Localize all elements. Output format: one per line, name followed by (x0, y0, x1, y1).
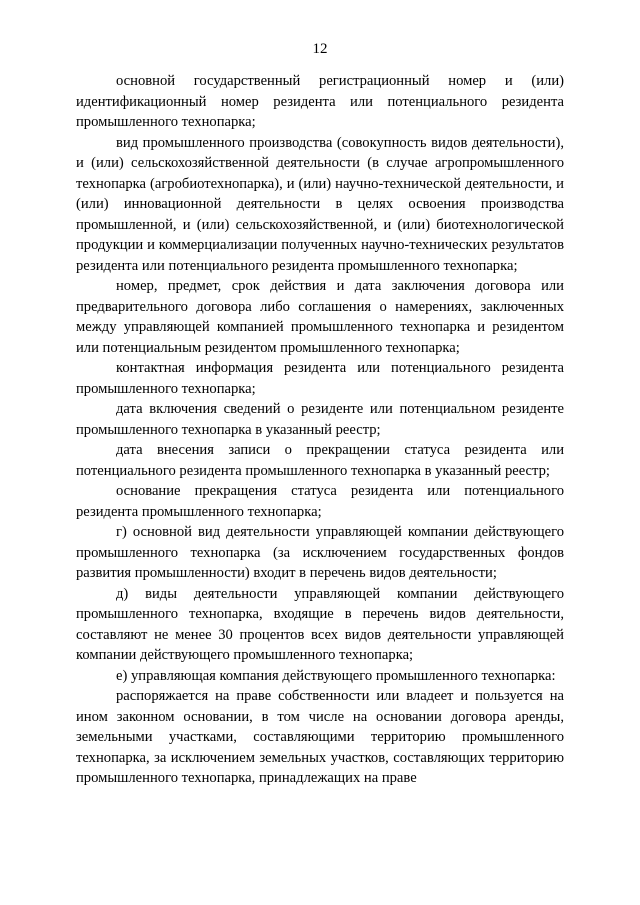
paragraph: дата включения сведений о резиденте или потенциальном резиденте промышленного технопарка в указанный реестр; (76, 401, 564, 438)
paragraph: контактная информация резидента или потенциального резидента промышленного технопарка; (76, 360, 564, 397)
paragraph: дата внесения записи о прекращении статуса резидента или потенциального резидента промышленного технопарка в указанный реестр; (76, 442, 564, 479)
paragraph: номер, предмет, срок действия и дата заключения договора или предварительного договора либо соглашения о намерениях, заключенных между управляющей компанией промышленного технопарка и резидентом или потенциальным резидентом промышленного технопарка; (76, 278, 564, 356)
paragraph: основной государственный регистрационный номер и (или) идентификационный номер резидента или потенциального резидента промышленного технопарка; (76, 73, 564, 130)
page-number: 12 (312, 41, 328, 57)
paragraph: д) виды деятельности управляющей компании действующего промышленного технопарка, входящие в перечень видов деятельности, составляют не менее 30 процентов всех видов деятельности управляющей компании действующего промышленного технопарка; (76, 585, 564, 663)
paragraph: основание прекращения статуса резидента или потенциального резидента промышленного технопарка; (76, 483, 564, 520)
paragraph: е) управляющая компания действующего промышленного технопарка: (116, 667, 556, 684)
document-body (76, 71, 564, 789)
paragraph: г) основной вид деятельности управляющей компании действующего промышленного технопарка (за исключением государственных фондов развития промышленности) входит в перечень видов деятельности; (76, 524, 564, 581)
paragraph: вид промышленного производства (совокупность видов деятельности), и (или) сельскохозяйственной деятельности (в случае агропромышленного технопарка (агробиотехнопарка), и (или) научно-технической деятельности, и (или) инновационной деятельности в целях освоения производства промышленной, и (или) сельскохозяйственной, и (или) биотехнологической продукции и коммерциализации полученных научно-технических результатов резидента или потенциального резидента промышленного технопарка; (76, 134, 564, 274)
paragraph: распоряжается на праве собственности или владеет и пользуется на ином законном основании, в том числе на основании договора аренды, земельными участками, составляющими территорию промышленного технопарка, за исключением земельных участков, составляющих территорию промышленного технопарка, принадлежащих на праве (76, 688, 564, 786)
